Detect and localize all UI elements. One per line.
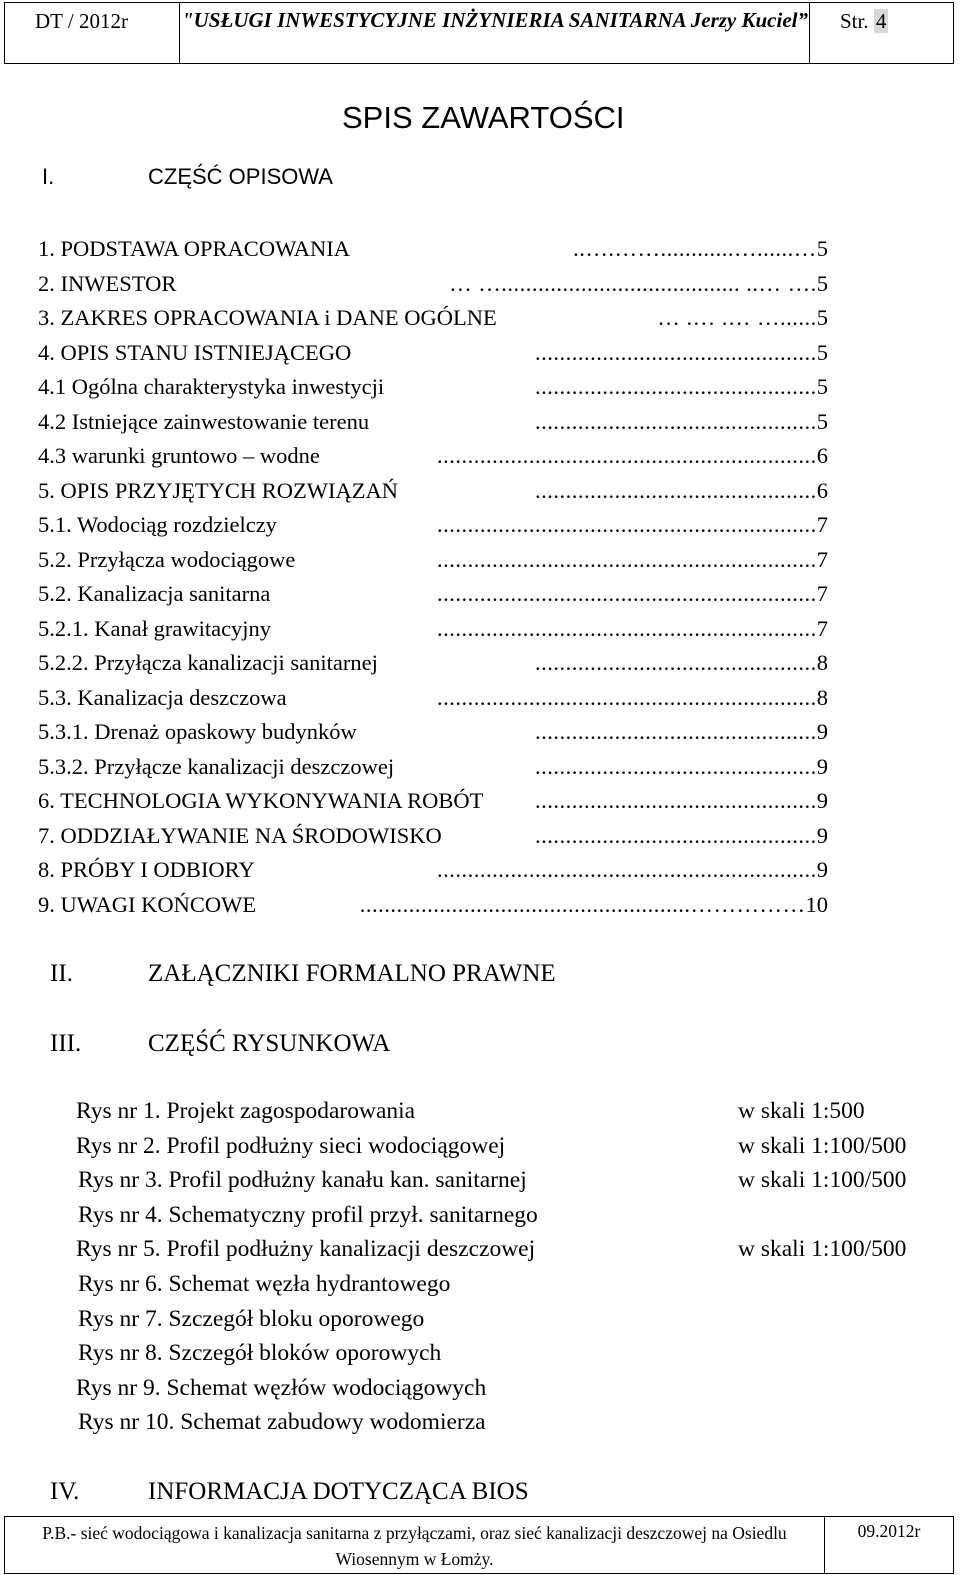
toc-entry xyxy=(38,681,848,716)
toc-entry xyxy=(38,750,848,785)
toc-entry-page: 6 xyxy=(816,443,828,468)
toc-entry-label: 9. UWAGI KOŃCOWE xyxy=(38,891,257,917)
drawing-scale: w skali 1:100/500 xyxy=(738,1132,907,1159)
toc-entry xyxy=(38,336,848,371)
toc-entry-leader: .… ….. .......................................… … xyxy=(449,270,817,296)
toc-entry-leader: .............................................. xyxy=(535,788,817,813)
toc-entry-page: 5 xyxy=(816,339,828,365)
drawing-item: Rys nr 9. Schemat węzłów wodociągowych xyxy=(76,1374,487,1401)
toc-entry-leader: .............................................. xyxy=(535,753,817,779)
page-number: 4 xyxy=(875,9,887,33)
drawing-scale: w skali 1:500 xyxy=(738,1098,865,1124)
toc-entry-page: 9 xyxy=(816,788,828,813)
toc-entry-page: 10 xyxy=(805,891,828,917)
drawing-item: Rys nr 6. Schemat węzła hydrantowego xyxy=(78,1271,451,1297)
toc-entry xyxy=(38,405,848,440)
toc-entry-label: 6. TECHNOLOGIA WYKONYWANIA ROBÓT xyxy=(38,788,484,813)
drawing-item: Rys nr 3. Profil podłużny kanału kan. sanitarnej xyxy=(78,1167,527,1194)
toc-entry-page: 5 xyxy=(816,408,828,434)
drawing-item: Rys nr 5. Profil podłużny kanalizacji deszczowej xyxy=(76,1236,536,1263)
section-number-3: III. xyxy=(50,1030,82,1057)
toc-entry-page: 8 xyxy=(816,650,828,675)
toc-entry-label: 5.2.1. Kanał grawitacyjny xyxy=(38,615,272,641)
toc-entry-page: 9 xyxy=(816,822,828,848)
drawing-scale: w skali 1:100/500 xyxy=(738,1236,907,1263)
toc-entry xyxy=(38,232,848,267)
toc-entry-leader: .............................................................. xyxy=(437,857,817,882)
toc-entry-page: 5 xyxy=(816,305,828,330)
toc-entry-leader: .............................................. xyxy=(535,408,817,434)
toc-entry xyxy=(38,577,848,612)
section-title-2: ZAŁĄCZNIKI FORMALNO PRAWNE xyxy=(148,960,556,987)
drawing-item: Rys nr 10. Schemat zabudowy wodomierza xyxy=(78,1409,486,1436)
toc-entry-leader: .............................................. xyxy=(535,374,817,399)
toc-entry-page: 6 xyxy=(816,477,828,503)
toc-entry-page: 9 xyxy=(816,753,828,779)
toc-entry-leader: .............................................. xyxy=(535,719,817,744)
page-label: Str. xyxy=(840,9,869,33)
toc-entry-leader: ……………...................................................... xyxy=(359,891,806,917)
toc-entry-label: 5.3.2. Przyłącze kanalizacji deszczowej xyxy=(38,753,395,779)
section-title-3: CZĘŚĆ RYSUNKOWA xyxy=(148,1030,391,1057)
toc-entry-label: 4. OPIS STANU ISTNIEJĄCEGO xyxy=(38,339,352,365)
footer-description: P.B.- sieć wodociągowa i kanalizacja sanitarna z przyłączami, oraz sieć kanalizacji deszczowej na Osiedlu Wiosennym w Łomży. xyxy=(5,1517,825,1573)
toc-entry-leader: .............................................. xyxy=(535,477,817,503)
toc-entry-label: 7. ODDZIAŁYWANIE NA ŚRODOWISKO xyxy=(38,822,442,848)
toc-entry-label: 5. OPIS PRZYJĘTYCH ROZWIĄZAŃ xyxy=(38,477,398,503)
toc-entry-label: 8. PRÓBY I ODBIORY xyxy=(38,857,255,882)
toc-entry-page: 7 xyxy=(816,512,828,537)
toc-entry-label: 3. ZAKRES OPRACOWANIA i DANE OGÓLNE xyxy=(38,305,497,330)
toc-entry-page: 9 xyxy=(816,719,828,744)
toc-entry-label: 4.2 Istniejące zainwestowanie terenu xyxy=(38,408,370,434)
toc-entry xyxy=(38,715,848,750)
section-title-1: CZĘŚĆ OPISOWA xyxy=(148,164,333,189)
toc-entry xyxy=(38,301,848,336)
toc-entry-label: 5.2. Przyłącza wodociągowe xyxy=(38,546,296,572)
drawing-item: Rys nr 2. Profil podłużny sieci wodociągowej xyxy=(76,1132,506,1159)
toc-entry xyxy=(38,508,848,543)
drawing-item: Rys nr 4. Schematyczny profil przył. sanitarnego xyxy=(78,1201,538,1228)
document-header xyxy=(4,2,954,64)
toc-entry-label: 4.3 warunki gruntowo – wodne xyxy=(38,443,320,468)
toc-entry-leader: …......…............…….….. xyxy=(573,236,817,261)
toc-entry-page: 5 xyxy=(816,236,828,261)
toc-entry-page: 7 xyxy=(816,615,828,641)
toc-entry-page: 7 xyxy=(816,581,828,606)
toc-entry xyxy=(38,474,848,509)
toc-entry xyxy=(38,267,848,302)
toc-entry xyxy=(38,543,848,578)
toc-entry-leader: ......… …. …. … xyxy=(657,305,817,330)
toc-entry-leader: .............................................. xyxy=(535,339,817,365)
toc-entry xyxy=(38,819,848,854)
footer-date: 09.2012r xyxy=(857,1521,921,1541)
document-id: DT / 2012r xyxy=(35,9,128,33)
section-number-1: I. xyxy=(42,164,55,189)
company-name: "USŁUGI INWESTYCYJNE INŻYNIERIA SANITARNA Jerzy Kuciel” xyxy=(181,8,808,32)
toc-entry-label: 5.3.1. Drenaż opaskowy budynków xyxy=(38,719,357,744)
toc-entry-page: 5 xyxy=(816,374,828,399)
toc-entry xyxy=(38,439,848,474)
toc-entry-label: 4.1 Ogólna charakterystyka inwestycji xyxy=(38,374,385,399)
toc-entry-label: 5.2. Kanalizacja sanitarna xyxy=(38,581,271,606)
toc-entry-leader: .............................................................. xyxy=(437,546,817,572)
section-number-4: IV. xyxy=(50,1478,80,1505)
toc-entry-leader: .............................................................. xyxy=(437,615,817,641)
drawing-scale: w skali 1:100/500 xyxy=(738,1167,907,1194)
toc-entry xyxy=(38,612,848,647)
toc-entry xyxy=(38,784,848,819)
toc-entry-leader: .............................................. xyxy=(535,650,817,675)
table-of-contents xyxy=(38,232,848,932)
toc-entry xyxy=(38,370,848,405)
toc-entry-page: 9 xyxy=(816,857,828,882)
toc-entry xyxy=(38,888,848,923)
toc-entry-leader: .............................................................. xyxy=(437,684,817,710)
drawing-item: Rys nr 1. Projekt zagospodarowania xyxy=(76,1098,416,1124)
header-left-cell xyxy=(5,3,180,63)
toc-entry-label: 5.3. Kanalizacja deszczowa xyxy=(38,684,287,710)
header-page-cell xyxy=(810,3,953,63)
toc-entry-page: 5 xyxy=(816,270,828,296)
toc-entry-label: 1. PODSTAWA OPRACOWANIA xyxy=(38,236,351,261)
drawing-item: Rys nr 8. Szczegół bloków oporowych xyxy=(78,1340,442,1367)
toc-entry-label: 2. INWESTOR xyxy=(38,270,177,296)
toc-entry xyxy=(38,646,848,681)
toc-entry-leader: .............................................................. xyxy=(437,512,817,537)
toc-entry-leader: .............................................. xyxy=(535,822,817,848)
toc-entry-leader: .............................................................. xyxy=(437,443,817,468)
drawings-list xyxy=(76,1098,956,1448)
toc-entry-page: 8 xyxy=(816,684,828,710)
page-indicator xyxy=(840,9,888,34)
drawing-item: Rys nr 7. Szczegół bloku oporowego xyxy=(78,1305,425,1332)
section-number-2: II. xyxy=(50,960,73,987)
page-title: SPIS ZAWARTOŚCI xyxy=(342,100,625,135)
toc-entry-label: 5.1. Wodociąg rozdzielczy xyxy=(38,512,277,537)
toc-entry-label: 5.2.2. Przyłącza kanalizacji sanitarnej xyxy=(38,650,378,675)
toc-entry-leader: .............................................................. xyxy=(437,581,817,606)
header-title-cell xyxy=(180,3,810,63)
toc-entry-page: 7 xyxy=(816,546,828,572)
section-title-4: INFORMACJA DOTYCZĄCA BIOS xyxy=(148,1478,529,1505)
toc-entry xyxy=(38,853,848,888)
document-footer xyxy=(4,1516,954,1574)
